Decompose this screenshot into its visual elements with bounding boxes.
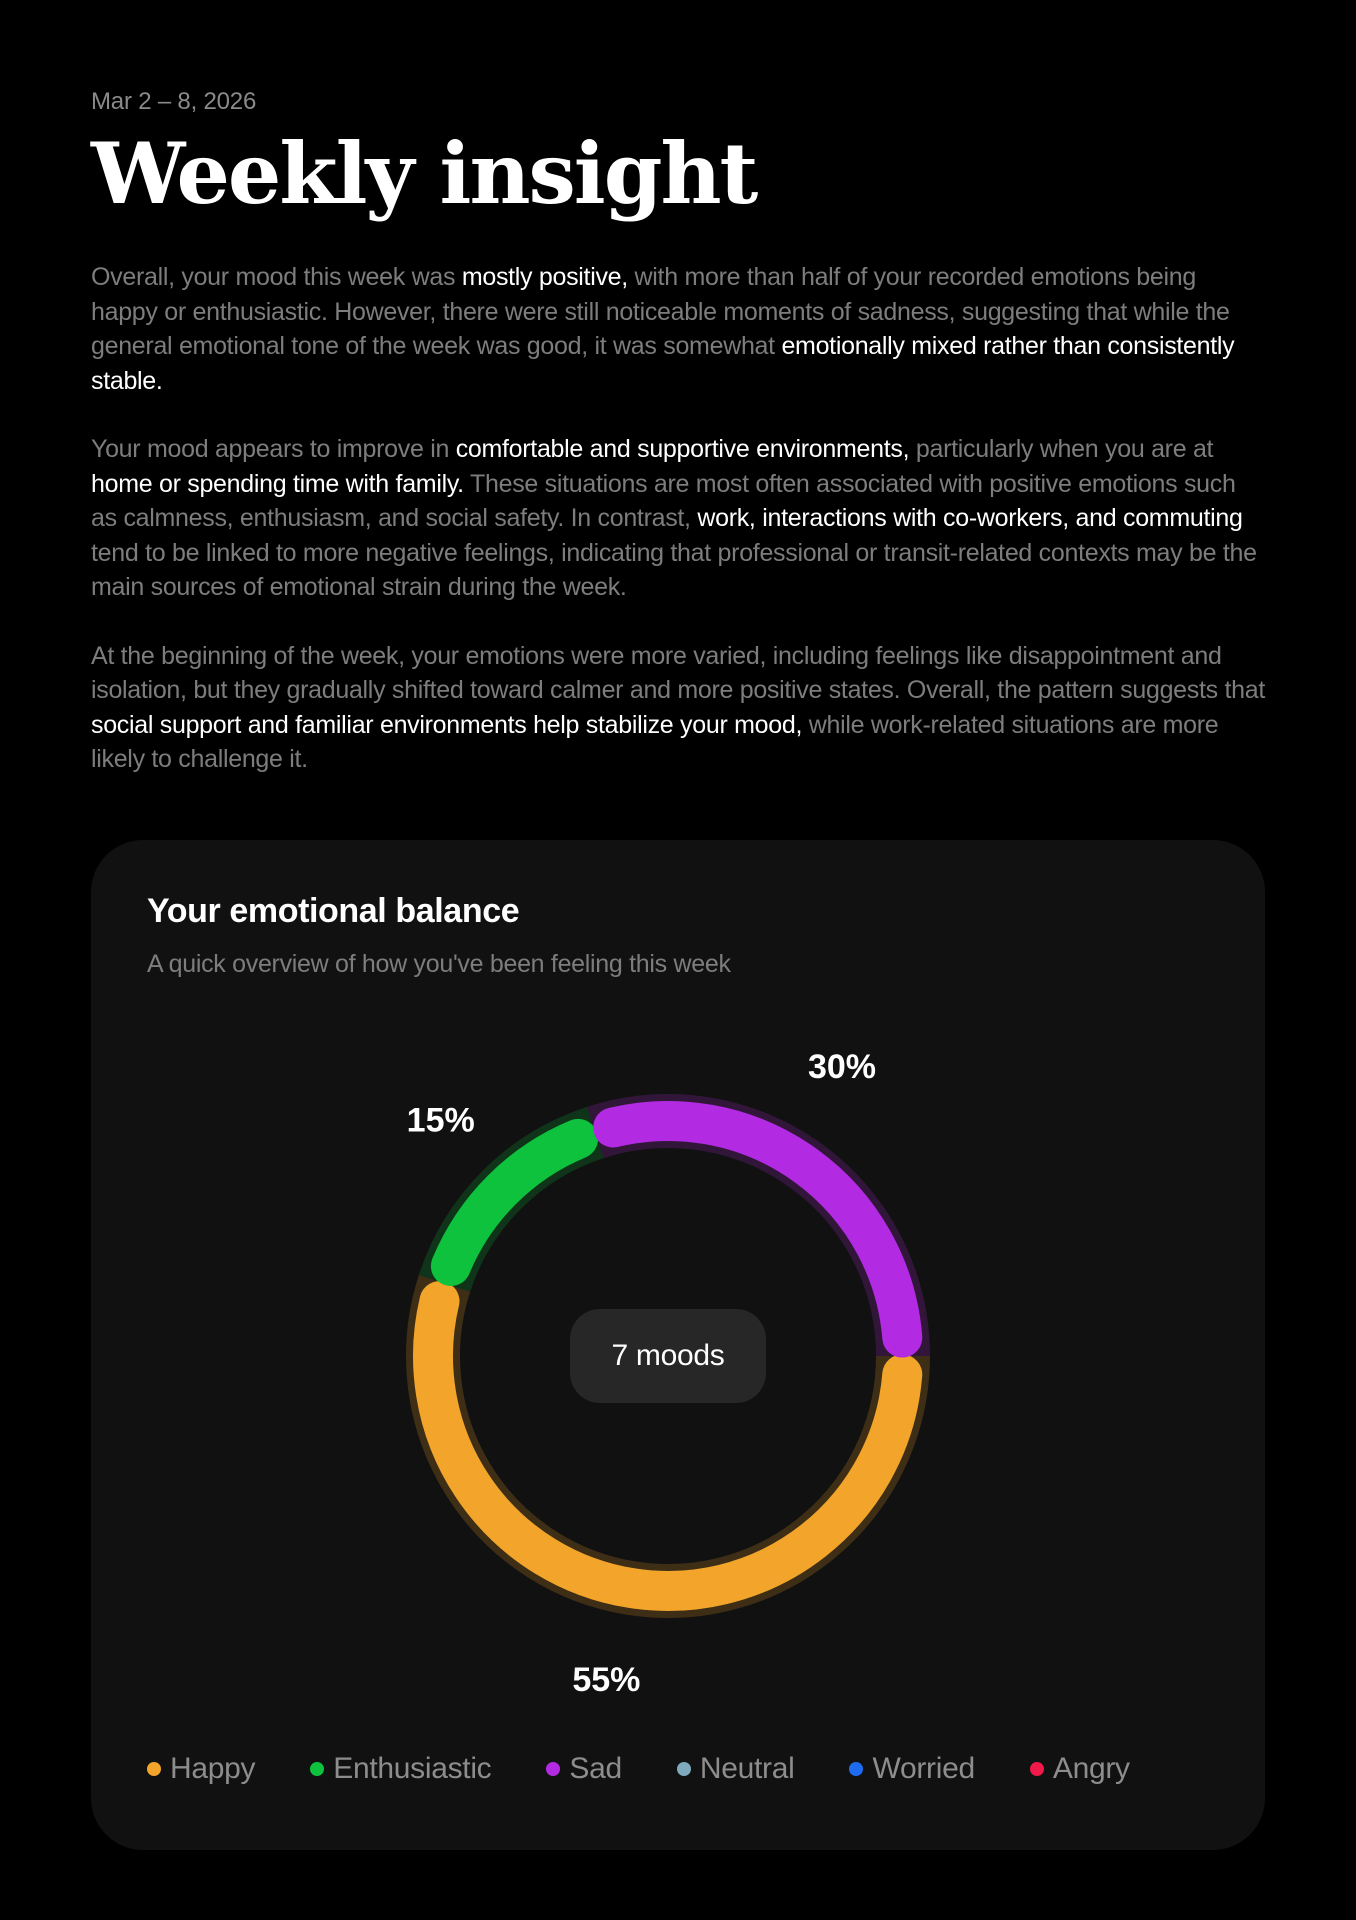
date-range: Mar 2 – 8, 2026 [91, 88, 257, 115]
card-subtitle: A quick overview of how you've been feeling this week [147, 950, 731, 978]
highlighted-text: work, interactions with co-workers, and commuting [697, 504, 1243, 533]
insight-paragraph-3 [91, 639, 1266, 777]
data-label-sad: 30% [807, 1047, 877, 1086]
insight-paragraph-1 [91, 260, 1266, 398]
card-title: Your emotional balance [147, 892, 520, 930]
legend-dot [849, 1762, 863, 1776]
legend-dot [677, 1762, 691, 1776]
body-text: Overall, your mood this week was [91, 263, 462, 292]
legend-label: Enthusiastic [333, 1752, 492, 1785]
legend-label: Angry [1052, 1752, 1130, 1785]
legend-item-neutral [677, 1752, 795, 1786]
body-text: tend to be linked to more negative feelings, indicating that professional or transit-related contexts may be the main sources of emotional strain during the week. [91, 538, 1257, 602]
legend-item-angry [1030, 1752, 1130, 1786]
mood-count-badge: 7 moods [570, 1309, 766, 1403]
page-title: Weekly insight [91, 124, 757, 223]
legend-item-worried [849, 1752, 974, 1786]
legend-label: Happy [170, 1752, 256, 1785]
emotion-donut-chart [91, 840, 1265, 1720]
highlighted-text: emotionally mixed rather than consistently stable. [91, 332, 1235, 395]
data-label-happy: 55% [572, 1660, 641, 1699]
highlighted-text: mostly positive, [461, 263, 628, 292]
highlighted-text: social support and familiar environments help stabilize your mood, [91, 710, 803, 739]
legend-label: Sad [569, 1752, 622, 1785]
legend-item-happy [147, 1752, 255, 1786]
body-text: At the beginning of the week, your emotions were more varied, including feelings like disappointment and isolation, but they gradually shifted toward calmer and more positive states. Overall, the pattern suggests that [91, 641, 1265, 705]
body-text: while work-related situations are more likely to challenge it. [91, 710, 1219, 774]
body-text: particularly when you are at [909, 435, 1214, 464]
legend-dot [310, 1762, 324, 1776]
legend-item-sad [546, 1752, 621, 1786]
legend-dot [147, 1762, 161, 1776]
body-text: Your mood appears to improve in [91, 435, 456, 464]
data-label-enthusiastic: 15% [406, 1101, 475, 1140]
chart-legend [147, 1752, 1130, 1786]
donut-slice-sad [613, 1121, 902, 1338]
legend-dot [1030, 1762, 1044, 1776]
highlighted-text: home or spending time with family. [91, 469, 464, 498]
donut-slice-enthusiastic [451, 1139, 578, 1266]
emotional-balance-card [91, 840, 1265, 1850]
highlighted-text: comfortable and supportive environments, [455, 435, 910, 464]
insight-section [91, 88, 1266, 777]
body-text: with more than half of your recorded emotions being happy or enthusiastic. However, there were still noticeable moments of sadness, suggesting that while the general emotional tone of the week was good, it was somewhat [91, 263, 1230, 361]
body-text: These situations are most often associated with positive emotions such as calmness, enthusiasm, and social safety. In contrast, [91, 469, 1236, 533]
legend-item-enthusiastic [310, 1752, 491, 1786]
legend-label: Worried [872, 1752, 975, 1785]
insight-paragraph-2 [91, 432, 1266, 605]
legend-dot [546, 1762, 560, 1776]
legend-label: Neutral [699, 1752, 795, 1785]
